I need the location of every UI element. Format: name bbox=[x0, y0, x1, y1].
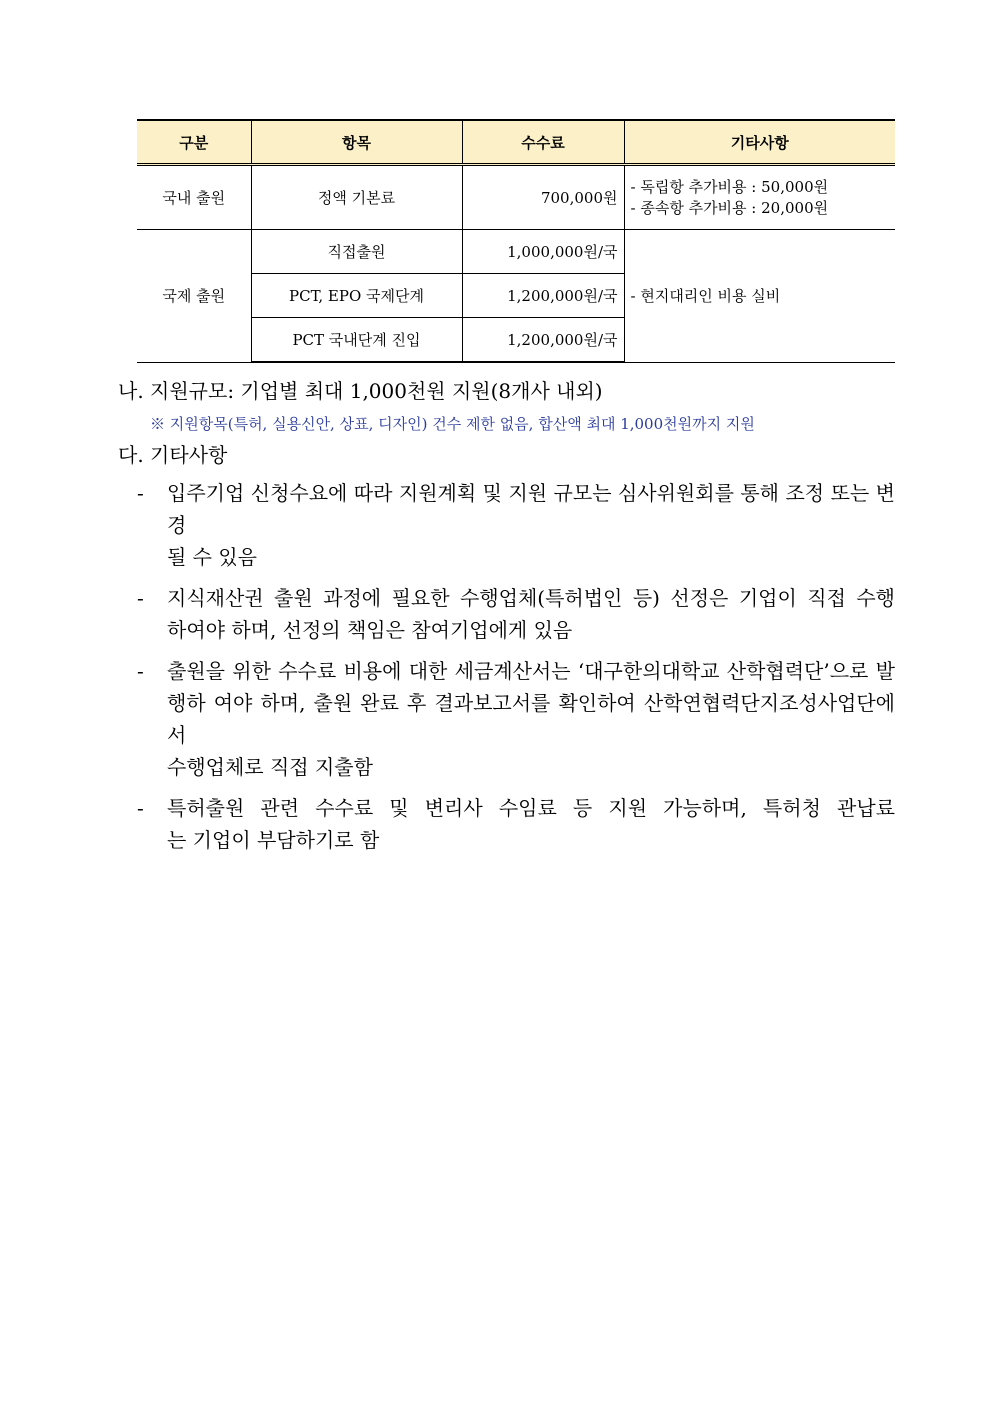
list-item-text-end: 하여야 하며, 선정의 책임은 참여기업에게 있음 bbox=[167, 618, 573, 642]
list-item bbox=[137, 582, 895, 646]
dash-marker: - bbox=[137, 481, 144, 505]
list-item bbox=[137, 477, 895, 573]
list-item-text: 입주기업 신청수요에 따라 지원계획 및 지원 규모는 심사위원회를 통해 조정 또는 변경 bbox=[167, 481, 895, 537]
table-header-row bbox=[137, 120, 895, 165]
header-fee: 수수료 bbox=[462, 120, 624, 165]
header-category: 구분 bbox=[137, 120, 251, 165]
list-item-text: 특허출원 관련 수수료 및 변리사 수임료 등 지원 가능하며, 특허청 관납료 bbox=[167, 796, 895, 820]
dash-marker: - bbox=[137, 796, 144, 820]
other-matters-list bbox=[137, 477, 895, 865]
list-item-text: 지식재산권 출원 과정에 필요한 수행업체(특허법인 등) 선정은 기업이 직접 수행 bbox=[167, 586, 895, 610]
note-line: - 종속항 추가비용 : 20,000원 bbox=[630, 198, 829, 217]
fee-cell: 1,200,000원/국 bbox=[462, 318, 624, 363]
category-cell: 국내 출원 bbox=[137, 165, 251, 230]
fee-cell: 1,000,000원/국 bbox=[462, 230, 624, 274]
category-cell: 국제 출원 bbox=[137, 230, 251, 363]
header-item: 항목 bbox=[251, 120, 462, 165]
fee-cell: 1,200,000원/국 bbox=[462, 274, 624, 318]
note-line: - 독립항 추가비용 : 50,000원 bbox=[630, 177, 829, 196]
list-item-text-end: 될 수 있음 bbox=[167, 545, 257, 569]
header-notes: 기타사항 bbox=[624, 120, 895, 165]
notes-cell bbox=[624, 165, 895, 230]
fee-table bbox=[137, 119, 895, 363]
item-cell: 직접출원 bbox=[251, 230, 462, 274]
item-cell: PCT, EPO 국제단계 bbox=[251, 274, 462, 318]
list-item bbox=[137, 792, 895, 856]
item-cell: 정액 기본료 bbox=[251, 165, 462, 230]
dash-marker: - bbox=[137, 586, 144, 610]
support-scale-heading: 나. 지원규모: 기업별 최대 1,000천원 지원(8개사 내외) bbox=[118, 379, 603, 403]
table-row bbox=[137, 165, 895, 230]
fee-cell: 700,000원 bbox=[462, 165, 624, 230]
item-cell: PCT 국내단계 진입 bbox=[251, 318, 462, 363]
dash-marker: - bbox=[137, 659, 144, 683]
other-matters-heading: 다. 기타사항 bbox=[118, 443, 228, 467]
list-item bbox=[137, 655, 895, 783]
list-item-text: 출원을 위한 수수료 비용에 대한 세금계산서는 ‘대구한의대학교 산학협력단’으로 발행하 여야 하며, 출원 완료 후 결과보고서를 확인하여 산학연협력단지조성사업단에서 bbox=[167, 659, 895, 747]
table-row bbox=[137, 230, 895, 274]
support-scale-note: ※ 지원항목(특허, 실용신안, 상표, 디자인) 건수 제한 없음, 합산액 최대 1,000천원까지 지원 bbox=[150, 415, 755, 433]
list-item-text-end: 수행업체로 직접 지출함 bbox=[167, 755, 373, 779]
list-item-text-end: 는 기업이 부담하기로 함 bbox=[167, 828, 380, 852]
notes-cell: - 현지대리인 비용 실비 bbox=[624, 230, 895, 363]
